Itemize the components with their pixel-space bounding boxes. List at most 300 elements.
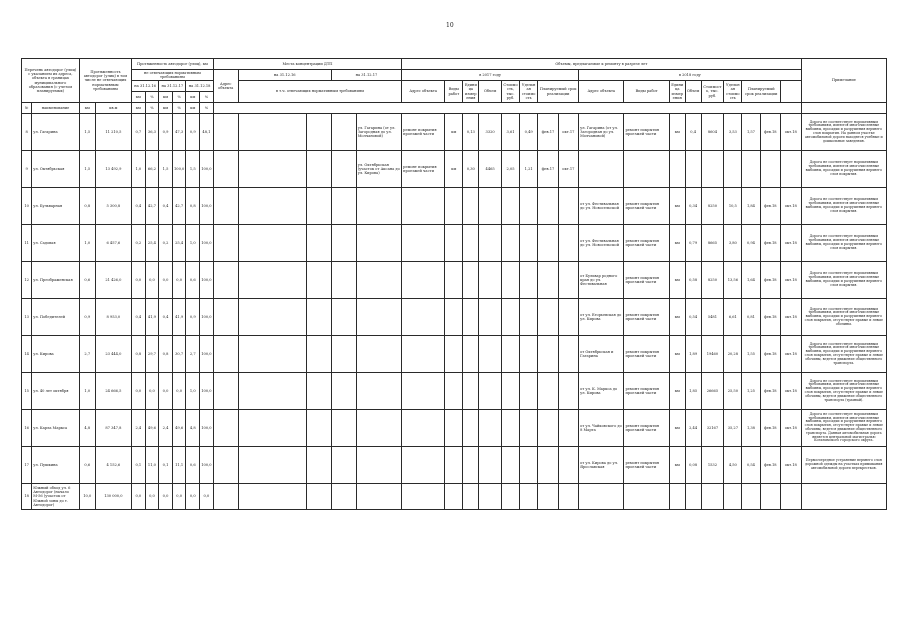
- cell-v1: 0,7: [132, 114, 146, 151]
- col-date1: на 31.12.16: [132, 81, 159, 92]
- cell-v2: 0,0: [159, 484, 173, 510]
- cell-q18: 1,85: [685, 373, 701, 410]
- cell-p3: 0,0: [200, 484, 214, 510]
- cell-r18: окт.18: [780, 299, 801, 336]
- cell-v3: 0,8: [186, 188, 200, 225]
- cell-area: 24 666,5: [95, 373, 131, 410]
- extra18-header: [780, 81, 801, 103]
- cell-c18: [701, 484, 724, 510]
- cell-c18: 8665: [701, 225, 724, 262]
- cell-p3: 100,0: [200, 410, 214, 447]
- work18-header: Виды работ: [624, 81, 669, 103]
- cell-t17: [538, 373, 558, 410]
- table-row: [22, 262, 887, 299]
- cell-k18: 0,54: [742, 447, 760, 484]
- idx-sqm: кв.м: [95, 103, 131, 114]
- cell-addr17: [356, 188, 401, 225]
- cell-addr17: [356, 262, 401, 299]
- cell-empty: [238, 188, 306, 225]
- cell-name: ул. Победителей: [32, 299, 80, 336]
- cell-addr18: от ул. Чайковского до 8 Марта: [579, 410, 624, 447]
- cell-u17: [445, 299, 463, 336]
- cell-num: 11: [22, 225, 32, 262]
- cell-q17: 0,13: [463, 114, 479, 151]
- cell-u18: км: [669, 447, 685, 484]
- cell-c18: 8250: [701, 262, 724, 299]
- cell-k17: [520, 373, 538, 410]
- vol17-header: Объем: [479, 81, 502, 103]
- cell-r18: окт.18: [780, 336, 801, 373]
- uncovered-header: не отвечающих нормативным требованиям: [132, 70, 214, 81]
- cell-num: 17: [22, 447, 32, 484]
- cell-v3: 4,8: [186, 410, 200, 447]
- cell-t17: [538, 336, 558, 373]
- cell-u18: км: [669, 262, 685, 299]
- cell-c17: [479, 225, 502, 262]
- idx-pct-1: %: [145, 103, 159, 114]
- cell-empty: [331, 151, 356, 188]
- work17-header: Виды работ: [445, 81, 463, 103]
- cell-q18: 0,58: [685, 262, 701, 299]
- cell-c18: 8604: [701, 114, 724, 151]
- cell-work17: [402, 336, 445, 373]
- cell-q17: [463, 410, 479, 447]
- cell-area: 23 444,0: [95, 336, 131, 373]
- cell-u17: [445, 410, 463, 447]
- cell-s17: [501, 225, 519, 262]
- cell-t18: фев.18: [760, 262, 780, 299]
- cell-p3: 48,1: [200, 114, 214, 151]
- cell-work18: ремонт покрытия проезжей части: [624, 114, 669, 151]
- cell-k18: 1,38: [742, 410, 760, 447]
- cell-empty: [306, 114, 331, 151]
- cell-v2: 0,9: [159, 114, 173, 151]
- cell-addr18: от ул. К. Маркса до ул. Кирова: [579, 373, 624, 410]
- cell-r17: [558, 225, 578, 262]
- table-row: [22, 410, 887, 447]
- cell-p1: 0,0: [145, 373, 159, 410]
- cell-r17: [558, 336, 578, 373]
- cell-empty: [238, 410, 306, 447]
- cell-empty: [306, 484, 331, 510]
- cell-c18: 19460: [701, 336, 724, 373]
- cell-num: 12: [22, 262, 32, 299]
- cell-u17: [445, 484, 463, 510]
- cell-p3: 100,0: [200, 373, 214, 410]
- cell-note: Дорога не соответствует нормативным требованиям, имеются многочисленные выбоины, просадки и разрушения верхнего слоя покрытия. На данном участке автомобильной дороги находятся учебные и дошкольные заведения.: [801, 114, 886, 151]
- cell-k17: [520, 484, 538, 510]
- cell-v2: 0,1: [159, 447, 173, 484]
- cell-t18: фев.18: [760, 225, 780, 262]
- cell-t18: [760, 484, 780, 510]
- cell-num: 9: [22, 151, 32, 188]
- cell-work17: [402, 447, 445, 484]
- cell-note: Дорога не соответствует нормативным требованиям, имеются многочисленные выбоины, просадки и разрушения верхнего слоя покрытия.: [801, 188, 886, 225]
- cell-c17: [479, 336, 502, 373]
- table-row: [22, 447, 887, 484]
- cell-v2: 2,4: [159, 410, 173, 447]
- cell-name: Южный обход ул. 6 Автодорог (начало М-56 (участок от Южной зоны до т. Автодорог): [32, 484, 80, 510]
- roads-table: [21, 58, 887, 510]
- cell-note: Дорога не соответствует нормативным требованиям, имеются многочисленные выбоины, просадки и разрушения верхнего слоя покрытия, отсутствуют правые и левые обочины.: [801, 299, 886, 336]
- cell-name: ул. 40 лет октября: [32, 373, 80, 410]
- cell-u18: км: [669, 336, 685, 373]
- cell-p2: 100,0: [172, 151, 186, 188]
- cell-s18: 13,56: [724, 262, 742, 299]
- cell-k18: 1,55: [742, 336, 760, 373]
- cell-p3: 100,0: [200, 225, 214, 262]
- cell-addr18: от ул. Фестивальная до ул. Новосельской: [579, 188, 624, 225]
- addr17-header: Адрес объекта: [402, 81, 445, 103]
- cell-t17: [538, 262, 558, 299]
- cell-p2: 49,6: [172, 410, 186, 447]
- cell-q17: [463, 225, 479, 262]
- cell-work17: ремонт покрытия проезжей части: [402, 151, 445, 188]
- cell-area: 11 210,5: [95, 114, 131, 151]
- cell-r18: окт.18: [780, 114, 801, 151]
- table-body: [22, 114, 887, 510]
- cell-t18: фев.18: [760, 447, 780, 484]
- cell-addr18: от Бульвар родного края до ул. Фестивальная: [579, 262, 624, 299]
- cell-addr17: [356, 373, 401, 410]
- cell-p2: 42,7: [172, 188, 186, 225]
- cell-empty: [213, 373, 238, 410]
- cell-note: Дорога не соответствует нормативным требованиям, имеются многочисленные выбоины, просадки и разрушения верхнего слоя покрытия.: [801, 225, 886, 262]
- cell-v3: 1,5: [186, 151, 200, 188]
- cell-empty: [238, 151, 306, 188]
- idx-num: №: [22, 103, 32, 114]
- cell-work18: ремонт покрытия проезжей части: [624, 225, 669, 262]
- cell-v2: 0,8: [159, 336, 173, 373]
- cell-addr17: [356, 410, 401, 447]
- cell-t18: фев.18: [760, 114, 780, 151]
- cell-v3: 2,7: [186, 336, 200, 373]
- cell-len: 1,0: [79, 225, 95, 262]
- cell-addr17: ул. Октябрьская (участок от Аксана до ул. Кирова): [356, 151, 401, 188]
- cell-p1: 0,0: [145, 484, 159, 510]
- route-header: Перечень автодорог (улиц) с указанием их адреса, объекта в границах муниципального образования (с учетом планируемых): [22, 59, 80, 103]
- cell-work18: ремонт покрытия проезжей части: [624, 373, 669, 410]
- cell-t17: [538, 447, 558, 484]
- cell-k17: [520, 447, 538, 484]
- year-2018-header: в 2018 году: [579, 70, 802, 81]
- note-header: Примечание: [801, 59, 886, 103]
- cell-note: Дорога не соответствует нормативным требованиям, имеются многочисленные выбоины, просадки и разрушения верхнего слоя покрытия, отсутствуют правые и левые обочины, ведется движение общественного транспорта. Данная автомобильная дорога является центральной магистралью Когалымского городского округа.: [801, 410, 886, 447]
- cell-work17: ремонт покрытия проезжей части: [402, 114, 445, 151]
- cell-r18: [780, 151, 801, 188]
- cell-q18: 0,34: [685, 188, 701, 225]
- dtp-covered: в т.ч. отвечающих нормативным требованиям: [238, 81, 401, 103]
- cell-empty: [213, 151, 238, 188]
- cell-s17: [501, 410, 519, 447]
- cell-empty: [331, 336, 356, 373]
- cell-v3: 0,9: [186, 114, 200, 151]
- cell-p1: 36,3: [145, 114, 159, 151]
- cell-empty: [238, 373, 306, 410]
- cell-v1: 0,2: [132, 225, 146, 262]
- cell-empty: [238, 447, 306, 484]
- cell-len: 1,0: [79, 373, 95, 410]
- cell-v1: 0,0: [132, 262, 146, 299]
- cell-q18: [685, 151, 701, 188]
- cell-c17: [479, 410, 502, 447]
- cell-area: 6 457,6: [95, 225, 131, 262]
- cell-r17: [558, 262, 578, 299]
- cell-q18: 0,79: [685, 225, 701, 262]
- cell-k17: [520, 336, 538, 373]
- cell-r18: окт.18: [780, 373, 801, 410]
- cell-empty: [238, 262, 306, 299]
- cell-len: 4,8: [79, 410, 95, 447]
- table-row: [22, 151, 887, 188]
- cell-v2: 0,4: [159, 188, 173, 225]
- col-date2: на 31.12.17: [159, 81, 186, 92]
- cell-r17: [558, 484, 578, 510]
- cell-note: Дорога не соответствует нормативным требованиям, имеются многочисленные выбоины, просадки и разрушения верхнего слоя покрытия.: [801, 262, 886, 299]
- cell-u17: [445, 225, 463, 262]
- cell-len: 10,0: [79, 484, 95, 510]
- idx-km-3: км: [186, 103, 200, 114]
- cell-q17: [463, 484, 479, 510]
- cell-name: ул. Садовая: [32, 225, 80, 262]
- cell-work18: ремонт покрытия проезжей части: [624, 410, 669, 447]
- cell-p3: 100,0: [200, 151, 214, 188]
- cell-v3: 0,6: [186, 447, 200, 484]
- cell-area: 4 152,6: [95, 447, 131, 484]
- cell-c17: [479, 447, 502, 484]
- cell-area: 13 492,9: [95, 151, 131, 188]
- cell-k17: [520, 262, 538, 299]
- cell-area: 21 426,0: [95, 262, 131, 299]
- cell-v3: 1,0: [186, 225, 200, 262]
- cell-u17: [445, 188, 463, 225]
- cell-empty: [238, 299, 306, 336]
- cell-u18: км: [669, 188, 685, 225]
- cell-r18: [780, 484, 801, 510]
- cell-empty: [331, 373, 356, 410]
- cell-addr17: [356, 336, 401, 373]
- cell-empty: [213, 262, 238, 299]
- cell-c17: [479, 299, 502, 336]
- cell-note: Дорога не соответствует нормативным требованиям, имеются многочисленные выбоины, просадки и разрушения верхнего слоя покрытия, отсутствуют правые и левые обочины, ведется движение общественного транспорта.: [801, 336, 886, 373]
- cell-empty: [306, 410, 331, 447]
- cell-v1: 0,1: [132, 447, 146, 484]
- cell-len: 0,9: [79, 299, 95, 336]
- cell-c17: [479, 484, 502, 510]
- cell-q17: 0,30: [463, 151, 479, 188]
- cell-v3: 0,6: [186, 262, 200, 299]
- cell-area: 130 000,0: [95, 484, 131, 510]
- cell-empty: [331, 188, 356, 225]
- cell-s17: [501, 299, 519, 336]
- cell-name: ул. Гагарина: [32, 114, 80, 151]
- cell-t18: фев.18: [760, 336, 780, 373]
- cell-empty: [331, 262, 356, 299]
- cell-c18: 1532: [701, 447, 724, 484]
- length-group-header: Протяженность автодорог (улиц), км: [132, 59, 214, 70]
- cell-empty: [306, 299, 331, 336]
- cell-addr18: [579, 151, 624, 188]
- cell-r17: [558, 373, 578, 410]
- cell-r17: [558, 299, 578, 336]
- cell-addr17: [356, 447, 401, 484]
- cell-name: ул. Пушкина: [32, 447, 80, 484]
- cell-v2: 0,4: [159, 299, 173, 336]
- cell-work17: [402, 188, 445, 225]
- cell-u17: [445, 373, 463, 410]
- cell-len: 0,8: [79, 188, 95, 225]
- cell-num: 18: [22, 484, 32, 510]
- page-number: 10: [446, 22, 454, 29]
- cell-q17: [463, 262, 479, 299]
- cell-v3: 0,0: [186, 484, 200, 510]
- cell-v3: 0,9: [186, 299, 200, 336]
- table-row: [22, 225, 887, 262]
- cell-r18: окт.18: [780, 225, 801, 262]
- spec17-header: Удельная стоимость: [520, 81, 538, 103]
- cell-k18: [742, 484, 760, 510]
- cell-t18: фев.18: [760, 299, 780, 336]
- table-row: [22, 188, 887, 225]
- cell-r18: окт.18: [780, 262, 801, 299]
- cell-p3: 100,0: [200, 447, 214, 484]
- cell-p1: 0,0: [145, 262, 159, 299]
- cell-q17: [463, 373, 479, 410]
- cell-v1: 0,4: [132, 299, 146, 336]
- cell-empty: [238, 114, 306, 151]
- cell-name: ул. Октябрьская: [32, 151, 80, 188]
- cell-v1: 1,0: [132, 151, 146, 188]
- cell-empty: [331, 484, 356, 510]
- cell-c18: 32167: [701, 410, 724, 447]
- cell-work17: [402, 484, 445, 510]
- cell-r17: [558, 410, 578, 447]
- cell-s18: 10,5: [724, 188, 742, 225]
- cell-q18: 0,54: [685, 299, 701, 336]
- cell-k18: 1,57: [742, 114, 760, 151]
- cell-q17: [463, 336, 479, 373]
- cell-addr18: [579, 484, 624, 510]
- cell-empty: [306, 225, 331, 262]
- cell-q17: [463, 299, 479, 336]
- cell-s17: [501, 484, 519, 510]
- cell-p1: 66,2: [145, 151, 159, 188]
- cell-s18: 4,50: [724, 447, 742, 484]
- cell-work18: [624, 151, 669, 188]
- unit-pct-3: %: [200, 92, 214, 103]
- cell-empty: [238, 484, 306, 510]
- cost17-header: Стоимость, тыс. руб.: [501, 81, 519, 103]
- cell-k17: [520, 299, 538, 336]
- cell-p2: 0,0: [172, 262, 186, 299]
- cell-u17: км: [445, 151, 463, 188]
- col-date3: на 31.12.18: [186, 81, 213, 92]
- cell-work17: [402, 225, 445, 262]
- cell-empty: [306, 262, 331, 299]
- cell-t17: [538, 299, 558, 336]
- idx-km-2: км: [159, 103, 173, 114]
- cell-empty: [331, 299, 356, 336]
- cell-len: 1,5: [79, 151, 95, 188]
- cell-r18: окт.18: [780, 447, 801, 484]
- idx-km: км: [79, 103, 95, 114]
- cell-s18: 35,27: [724, 410, 742, 447]
- cell-empty: [213, 225, 238, 262]
- idx-km-1: км: [132, 103, 146, 114]
- cell-empty: [306, 188, 331, 225]
- cell-p3: 100,0: [200, 262, 214, 299]
- table-row: [22, 336, 887, 373]
- cell-note: Дорога не соответствует нормативным требованиям, имеются многочисленные выбоины, просадки и разрушения верхнего слоя покрытия.: [801, 151, 886, 188]
- cell-c17: 3320: [479, 114, 502, 151]
- unit18-header: Единица измерения: [669, 81, 685, 103]
- cell-p1: 41,9: [145, 299, 159, 336]
- cell-area: 5 300,8: [95, 188, 131, 225]
- unit-km-1: км: [132, 92, 146, 103]
- date2-header: на 31.12.17: [331, 70, 401, 81]
- cell-c17: 4465: [479, 151, 502, 188]
- deadline18-header: Планируемый срок реализации: [742, 81, 781, 103]
- cell-name: ул. Бульварная: [32, 188, 80, 225]
- cell-s17: [501, 336, 519, 373]
- cell-v3: 1,0: [186, 373, 200, 410]
- cell-work18: ремонт покрытия проезжей части: [624, 262, 669, 299]
- cell-u18: км: [669, 410, 685, 447]
- cell-t17: [538, 484, 558, 510]
- cell-t18: фев.18: [760, 188, 780, 225]
- cell-r18: окт.18: [780, 410, 801, 447]
- cell-q17: [463, 188, 479, 225]
- cell-work18: ремонт покрытия проезжей части: [624, 299, 669, 336]
- date1-header: на 31.12.16: [238, 70, 331, 81]
- cell-q18: 1,89: [685, 336, 701, 373]
- cell-empty: [238, 336, 306, 373]
- cell-len: 0,6: [79, 262, 95, 299]
- cell-v1: 2,4: [132, 410, 146, 447]
- cell-t17: фев.17: [538, 114, 558, 151]
- cell-s17: [501, 373, 519, 410]
- table-row: [22, 373, 887, 410]
- cell-k18: 1,84: [742, 188, 760, 225]
- cell-t18: фев.18: [760, 373, 780, 410]
- idx-pct-2: %: [172, 103, 186, 114]
- cell-t18: фев.18: [760, 410, 780, 447]
- cell-addr18: от ул. Фестивальная до ул. Новосельской: [579, 225, 624, 262]
- cell-empty: [331, 447, 356, 484]
- cell-u18: [669, 151, 685, 188]
- cell-k17: 1,21: [520, 151, 538, 188]
- cell-c18: [701, 151, 724, 188]
- cell-note: Первоочередное устранение верхнего слоя дорожной одежды на участках примыкания автомобильной дороги перекрестков.: [801, 447, 886, 484]
- cell-c18: 8250: [701, 188, 724, 225]
- cell-empty: [213, 410, 238, 447]
- cell-note: Дорога не соответствует нормативным требованиям, имеются многочисленные выбоины, просадки и разрушения верхнего слоя покрытия, отсутствуют правые и левые обочины, ведется движение общественного транспорта (трамвай).: [801, 373, 886, 410]
- cell-q18: [685, 484, 701, 510]
- cell-r17: окт.17: [558, 151, 578, 188]
- cell-addr17: [356, 484, 401, 510]
- cell-work18: [624, 484, 669, 510]
- cell-u18: км: [669, 114, 685, 151]
- length-header: Протяженность автодорог (улиц) в том числе не отвечающих нормативным требованиям: [79, 59, 131, 103]
- addr18-header: Адрес объекта: [579, 81, 624, 103]
- cell-u18: [669, 484, 685, 510]
- cell-c18: 5481: [701, 299, 724, 336]
- cell-q17: [463, 447, 479, 484]
- cell-p2: 0,0: [172, 484, 186, 510]
- cell-p3: 100,0: [200, 336, 214, 373]
- cell-num: 16: [22, 410, 32, 447]
- cell-p3: 100,0: [200, 299, 214, 336]
